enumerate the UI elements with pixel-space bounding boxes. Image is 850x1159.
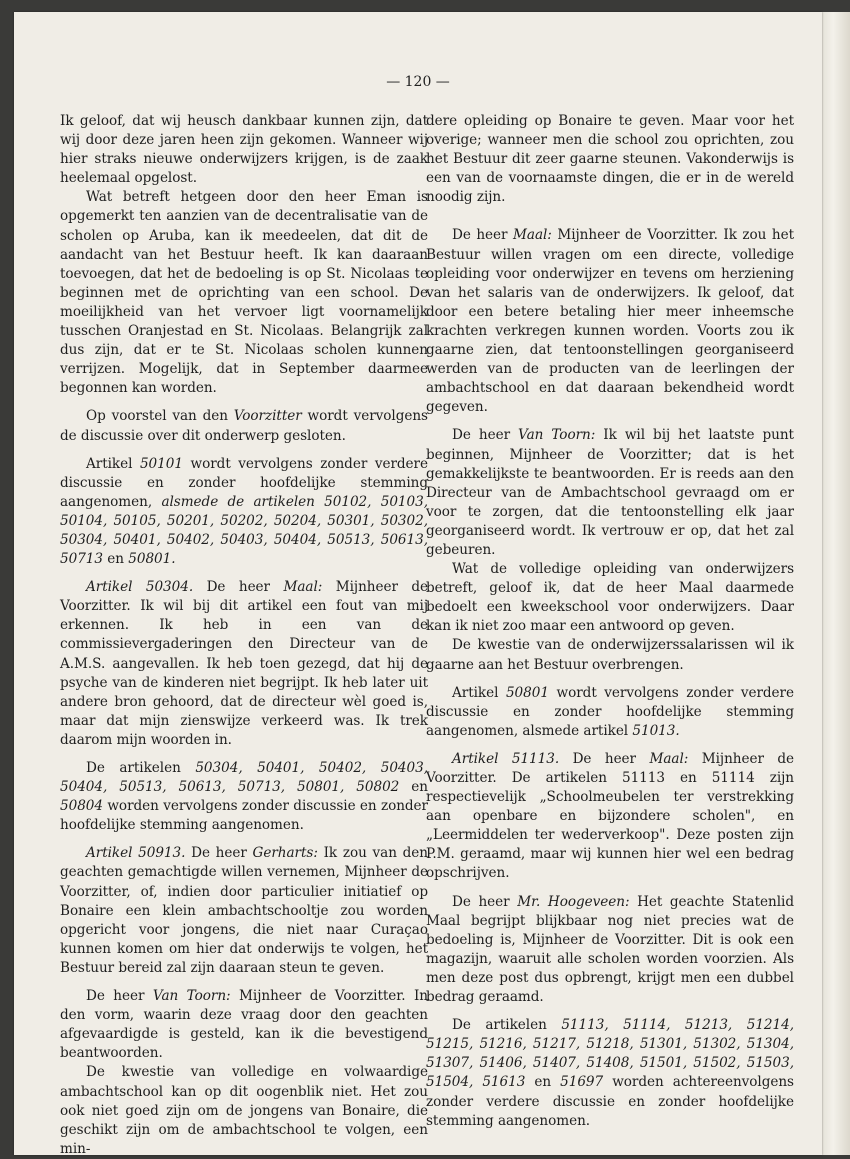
- book-spine: [822, 12, 850, 1155]
- left-column: [60, 112, 428, 1159]
- speaker-name: Gerharts:: [252, 845, 318, 862]
- paragraph: Artikel 50913. De heer Gerharts: Ik zou van den geachten gemachtigde willen vernemen, Mijnheer de Voorzitter, of, indien door particulier initiatief op Bonaire een klein ambachtschooltje zou worden opgericht voor jongens, die niet naar Curaçao kunnen komen om hier dat onderwijs te volgen, het Bestuur bereid zal zijn daaraan steun te geven.: [60, 845, 428, 976]
- speaker-name: Voorzitter: [233, 408, 302, 425]
- article-heading: Artikel 51113.: [452, 750, 560, 767]
- paragraph: Artikel 51113. De heer Maal: Mijnheer de Voorzitter. De artikelen 51113 en 51114 zijn respectievelijk „Schoolmeubelen ter verstrekking aan openbare en bijzondere scholen", en „Leermiddelen ter wederverkoop". Deze posten zijn P.M. geraamd, maar wij kunnen hier wel een bedrag opschrijven.: [426, 750, 795, 882]
- right-column: [426, 112, 794, 1131]
- article-heading: Artikel 50913.: [86, 845, 186, 862]
- speaker-name: Maal:: [513, 227, 552, 244]
- document-page: [14, 12, 822, 1155]
- paragraph: Wat de volledige opleiding van onderwijzers betreft, geloof ik, dat de heer Maal daarmede bedoelt een kweekschool voor onderwijzers. Daar kan ik niet zoo maar een antwoord op geven.: [426, 561, 794, 635]
- paragraph: Artikel 50304. De heer Maal: Mijnheer de Voorzitter. Ik wil bij dit artikel een fout van mij erkennen. Ik heb in een van de commissievergaderingen den Directeur van de A.M.S. aangevallen. Ik heb toen gezegd, dat hij de psyche van de kinderen niet begrijpt. Ik heb later uit andere bron gehoord, dat de directeur wèl goed is, maar dat mijn zienswijze verkeerd was. Ik trek daarom mijn woorden in.: [60, 579, 429, 748]
- speaker-name: Maal:: [283, 579, 323, 596]
- paragraph: De heer Van Toorn: Mijnheer de Voorzitter. In den vorm, waarin deze vraag door den geachten afgevaardigde is gesteld, kan ik die bevestigend beantwoorden.: [60, 988, 428, 1062]
- paragraph: De heer Mr. Hoogeveen: Het geachte Statenlid Maal begrijpt blijkbaar nog niet precies wat de bedoeling is, Mijnheer de Voorzitter. Dit is ook een magazijn, waaruit alle scholen worden voorzien. Als men deze post dus opbrengt, krijgt men een dubbel bedrag geraamd.: [426, 893, 794, 1006]
- paragraph: Artikel 50101 wordt vervolgens zonder verdere discussie en zonder hoofdelijke stemming aangenomen, alsmede de artikelen 50102, 50103, 50104, 50105, 50201, 50202, 50204, 50301, 50302, 50304, 50401, 50402, 50403, 50404, 50513, 50613, 50713 en 50801.: [60, 455, 428, 568]
- paragraph: De artikelen 50304, 50401, 50402, 50403, 50404, 50513, 50613, 50713, 50801, 50802 en 50804 worden vervolgens zonder discussie en zonder hoofdelijke stemming aangenomen.: [60, 760, 428, 834]
- paragraph: Artikel 50801 wordt vervolgens zonder verdere discussie en zonder hoofdelijke stemming aangenomen, alsmede artikel 51013.: [426, 684, 794, 739]
- paragraph: De heer Maal: Mijnheer de Voorzitter. Ik zou het Bestuur willen vragen om een directe, volledige opleiding voor onderwijzer en tevens om herziening van het salaris van de onderwijzers. Ik geloof, dat door een betere betaling hier meer inheemsche krachten verkregen kunnen worden. Voorts zou ik gaarne zien, dat tentoonstellingen georganiseerd werden van de producten van de leerlingen der ambachtschool en dat daaraan bekendheid wordt gegeven.: [426, 227, 794, 416]
- speaker-name: Van Toorn:: [152, 988, 231, 1005]
- page-number: — 120 —: [386, 74, 450, 90]
- paragraph: De heer Van Toorn: Ik wil bij het laatste punt beginnen, Mijnheer de Voorzitter; dat is het gemakkelijkste te beantwoorden. Er is reeds aan den Directeur van de Ambachtschool gevraagd om er voor te zorgen, dat die tentoonstelling elk jaar georganiseerd wordt. Ik vertrouw er op, dat het zal gebeuren.: [426, 427, 794, 558]
- paragraph: dere opleiding op Bonaire te geven. Maar voor het overige; wanneer men die school zou oprichten, zou het Bestuur dit zeer gaarne steunen. Vakonderwijs is een van de voornaamste dingen, die er in de wereld noodig zijn.: [426, 113, 794, 206]
- paragraph: Op voorstel van den Voorzitter wordt vervolgens de discussie over dit onderwerp gesloten.: [60, 408, 428, 444]
- speaker-name: Maal:: [649, 750, 689, 767]
- paragraph: De kwestie van volledige en volwaardige ambachtschool kan op dit oogenblik niet. Het zou ook niet goed zijn om de jongens van Bonaire, die geschikt zijn om de ambachtschool te volgen, een min-: [60, 1064, 428, 1157]
- paragraph: Ik geloof, dat wij heusch dankbaar kunnen zijn, dat wij door deze jaren heen zijn gekomen. Wanneer wij hier straks nieuwe onderwijzers krijgen, is de zaak heelemaal opgelost.: [60, 113, 428, 187]
- paragraph: Wat betreft hetgeen door den heer Eman is opgemerkt ten aanzien van de decentralisatie van de scholen op Aruba, kan ik meedeelen, dat dit de aandacht van het Bestuur heeft. Ik kan daaraan toevoegen, dat het de bedoeling is op St. Nicolaas te beginnen met de oprichting van een school. De moeilijkheid van het vervoer ligt voornamelijk tusschen Oranjestad en St. Nicolaas. Belangrijk zal dus zijn, dat er te St. Nicolaas scholen kunnen verrijzen. Mogelijk, dat in September daarmee begonnen kan worden.: [60, 189, 428, 397]
- article-heading: Artikel 50304.: [86, 579, 194, 596]
- paragraph: De kwestie van de onderwijzerssalarissen wil ik gaarne aan het Bestuur overbrengen.: [426, 637, 794, 673]
- paragraph: De artikelen 51113, 51114, 51213, 51214, 51215, 51216, 51217, 51218, 51301, 51302, 51304, 51307, 51406, 51407, 51408, 51501, 51502, 51503, 51504, 51613 en 51697 worden achtereenvolgens zonder verdere discussie en zonder hoofdelijke stemming aangenomen.: [426, 1017, 794, 1129]
- speaker-name: Van Toorn:: [518, 427, 596, 444]
- speaker-name: Mr. Hoogeveen:: [517, 893, 630, 910]
